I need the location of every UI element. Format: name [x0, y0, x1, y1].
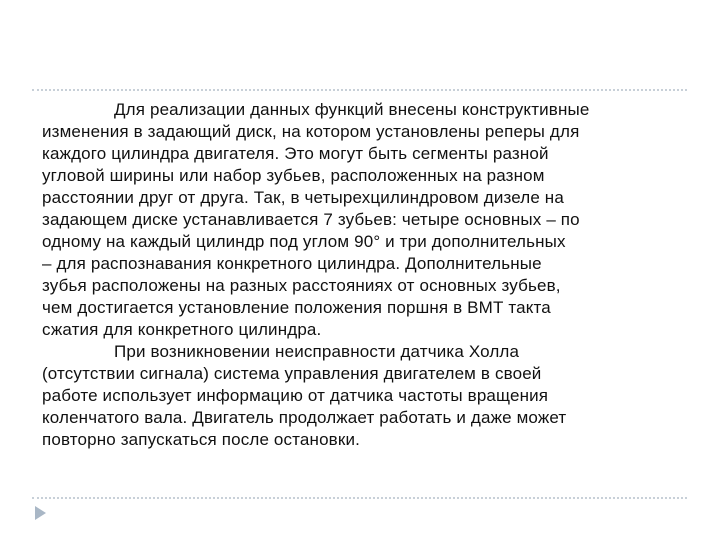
bottom-divider: [32, 497, 687, 499]
slide-body: [42, 99, 682, 451]
top-divider: [32, 89, 687, 91]
paragraph-hall-sensor: При возникновении неисправности датчика Холла (отсутствии сигнала) система управления двигателем в своей работе использует информацию от датчика частоты вращения коленчатого вала. Двигатель продолжает работать и даже может повторно запускаться после остановки.: [42, 342, 567, 449]
triangle-right-icon: [35, 506, 46, 520]
paragraph-reference-marks: Для реализации данных функций внесены конструктивные изменения в задающий диск, на котором установлены реперы для каждого цилиндра двигателя. Это могут быть сегменты разной угловой ширины или набор зубьев, расположенных на разном расстоянии друг от друга. Так, в четырехцилиндровом дизеле на задающем диске устанавливается 7 зубьев: четыре основных – по одному на каждый цилиндр под углом 90° и три дополнительных – для распознавания конкретного цилиндра. Дополнительные зубья расположены на разных расстояниях от основных зубьев, чем достигается установление положения поршня в ВМТ такта сжатия для конкретного цилиндра.: [42, 100, 590, 339]
